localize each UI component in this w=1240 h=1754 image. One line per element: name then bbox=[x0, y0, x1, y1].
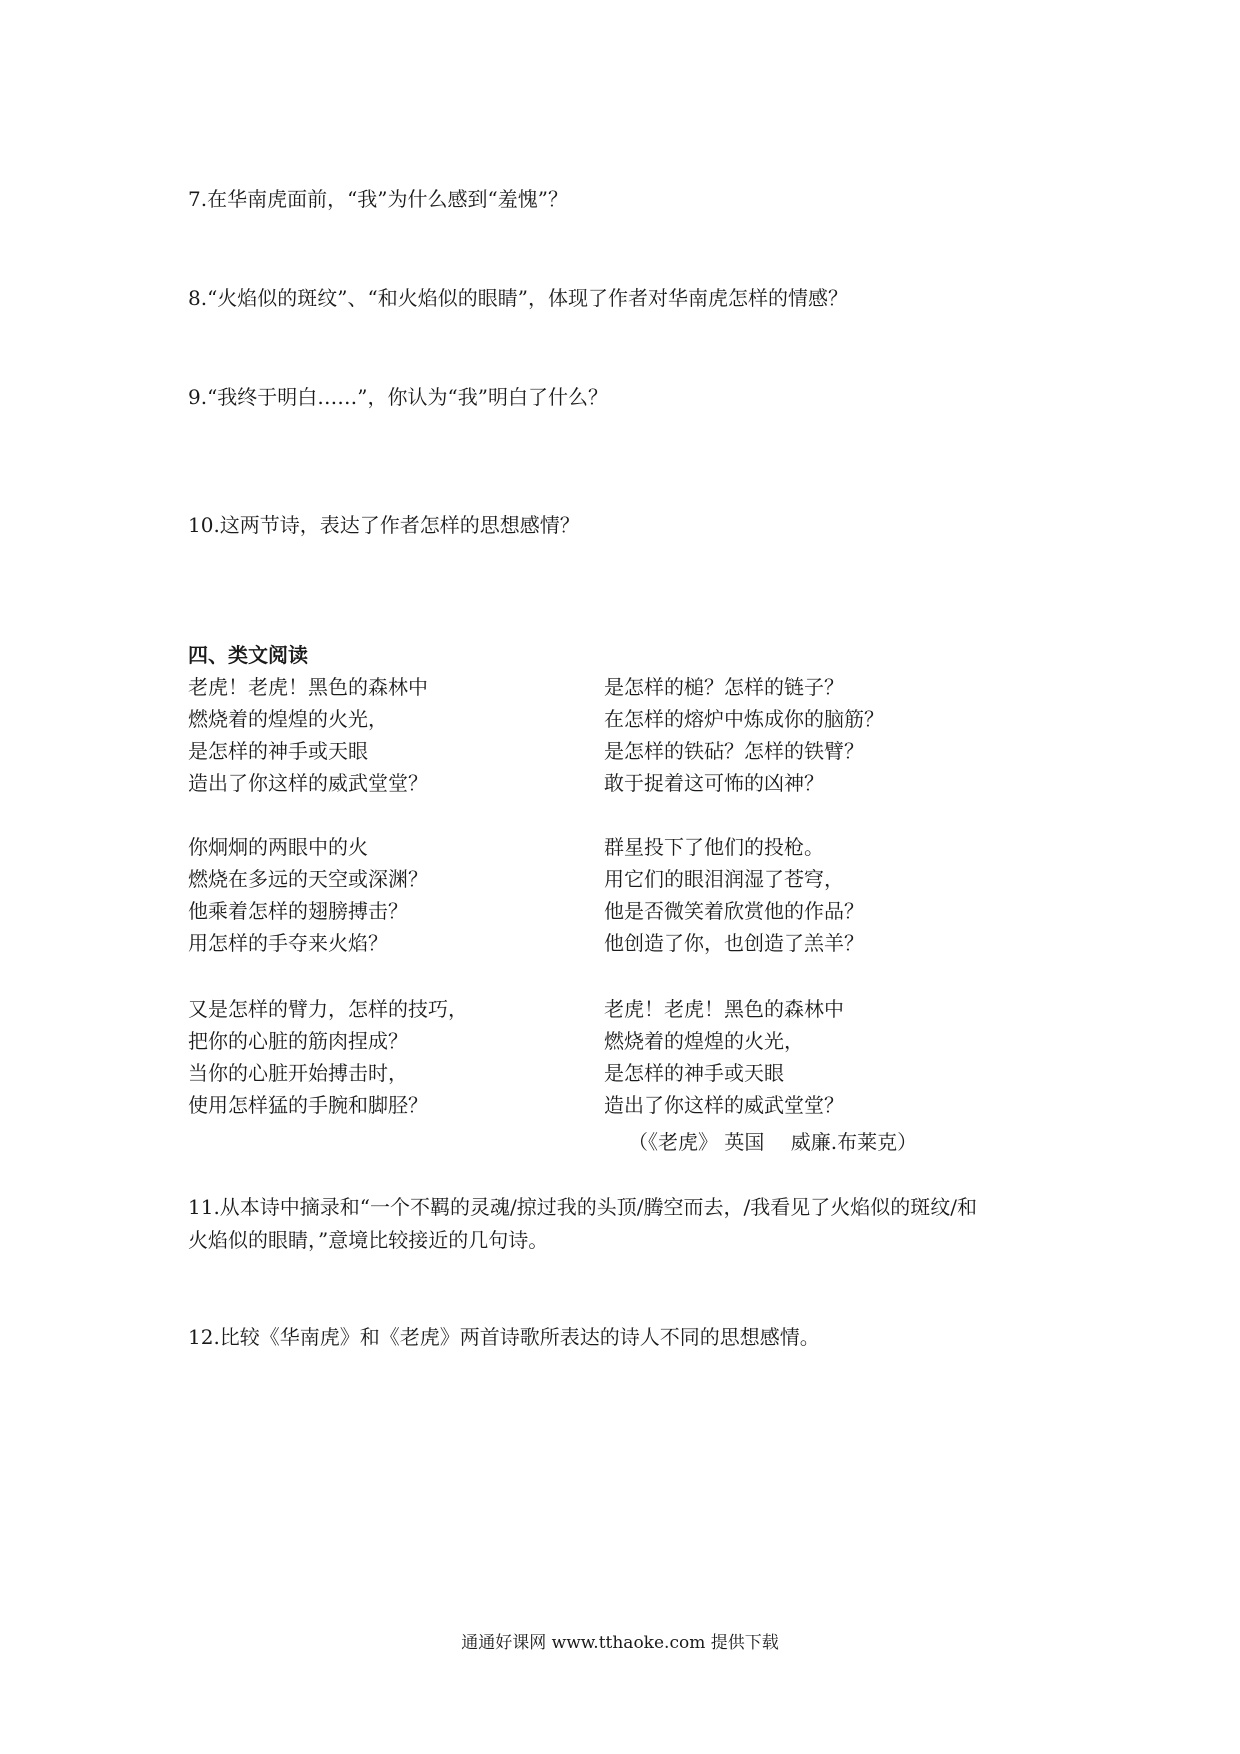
question-9: 9.“我终于明白……”，你认为“我”明白了什么？ bbox=[188, 385, 608, 409]
footer: 通通好课网 www.tthaoke.com 提供下载 bbox=[461, 1633, 779, 1653]
question-7: 7.在华南虎面前，“我”为什么感到“羞愧”？ bbox=[188, 187, 568, 211]
poem-left-stanza-3-line-3: 当你的心脏开始搏击时， bbox=[188, 1061, 408, 1085]
poem-right-stanza-1-line-4: 敢于捉着这可怖的凶神？ bbox=[604, 771, 824, 795]
poem-left-stanza-3-line-4: 使用怎样猛的手腕和脚胫？ bbox=[188, 1093, 428, 1117]
question-11-line-1: 11.从本诗中摘录和“一个不羁的灵魂/掠过我的头顶/腾空而去，/我看见了火焰似的斑纹/和 bbox=[188, 1195, 977, 1219]
poem-right-stanza-3-line-3: 是怎样的神手或天眼 bbox=[604, 1061, 784, 1085]
poem-right-stanza-3-line-4: 造出了你这样的威武堂堂？ bbox=[604, 1093, 844, 1117]
question-11-line-2: 火焰似的眼睛，”意境比较接近的几句诗。 bbox=[188, 1228, 549, 1252]
poem-right-stanza-3-line-2: 燃烧着的煌煌的火光， bbox=[604, 1029, 804, 1053]
poem-left-stanza-2-line-1: 你炯炯的两眼中的火 bbox=[188, 835, 368, 859]
poem-right-stanza-2-line-2: 用它们的眼泪润湿了苍穹， bbox=[604, 867, 844, 891]
question-12: 12.比较《华南虎》和《老虎》两首诗歌所表达的诗人不同的思想感情。 bbox=[188, 1325, 820, 1349]
poem-left-stanza-2-line-2: 燃烧在多远的天空或深渊？ bbox=[188, 867, 428, 891]
poem-right-stanza-1-line-1: 是怎样的槌？怎样的链子？ bbox=[604, 675, 844, 699]
section-heading: 四、类文阅读 bbox=[188, 643, 308, 667]
question-8: 8.“火焰似的斑纹”、“和火焰似的眼睛”，体现了作者对华南虎怎样的情感？ bbox=[188, 286, 848, 310]
poem-right-stanza-2-line-4: 他创造了你，也创造了羔羊？ bbox=[604, 931, 864, 955]
poem-attribution: （《老虎》 英国 威廉.布莱克） bbox=[628, 1130, 918, 1154]
poem-left-stanza-2-line-4: 用怎样的手夺来火焰？ bbox=[188, 931, 388, 955]
question-10: 10.这两节诗，表达了作者怎样的思想感情？ bbox=[188, 513, 580, 537]
poem-right-stanza-1-line-2: 在怎样的熔炉中炼成你的脑筋？ bbox=[604, 707, 884, 731]
poem-right-stanza-3-line-1: 老虎！老虎！黑色的森林中 bbox=[604, 997, 844, 1021]
poem-right-stanza-2-line-1: 群星投下了他们的投枪。 bbox=[604, 835, 824, 859]
poem-left-stanza-1-line-4: 造出了你这样的威武堂堂？ bbox=[188, 771, 428, 795]
poem-left-stanza-1-line-2: 燃烧着的煌煌的火光， bbox=[188, 707, 388, 731]
poem-left-stanza-3-line-1: 又是怎样的臂力，怎样的技巧， bbox=[188, 997, 468, 1021]
poem-right-stanza-1-line-3: 是怎样的铁砧？怎样的铁臂？ bbox=[604, 739, 864, 763]
poem-left-stanza-2-line-3: 他乘着怎样的翅膀搏击？ bbox=[188, 899, 408, 923]
poem-left-stanza-1-line-1: 老虎！老虎！黑色的森林中 bbox=[188, 675, 428, 699]
poem-left-stanza-1-line-3: 是怎样的神手或天眼 bbox=[188, 739, 368, 763]
poem-right-stanza-2-line-3: 他是否微笑着欣赏他的作品？ bbox=[604, 899, 864, 923]
poem-left-stanza-3-line-2: 把你的心脏的筋肉捏成？ bbox=[188, 1029, 408, 1053]
